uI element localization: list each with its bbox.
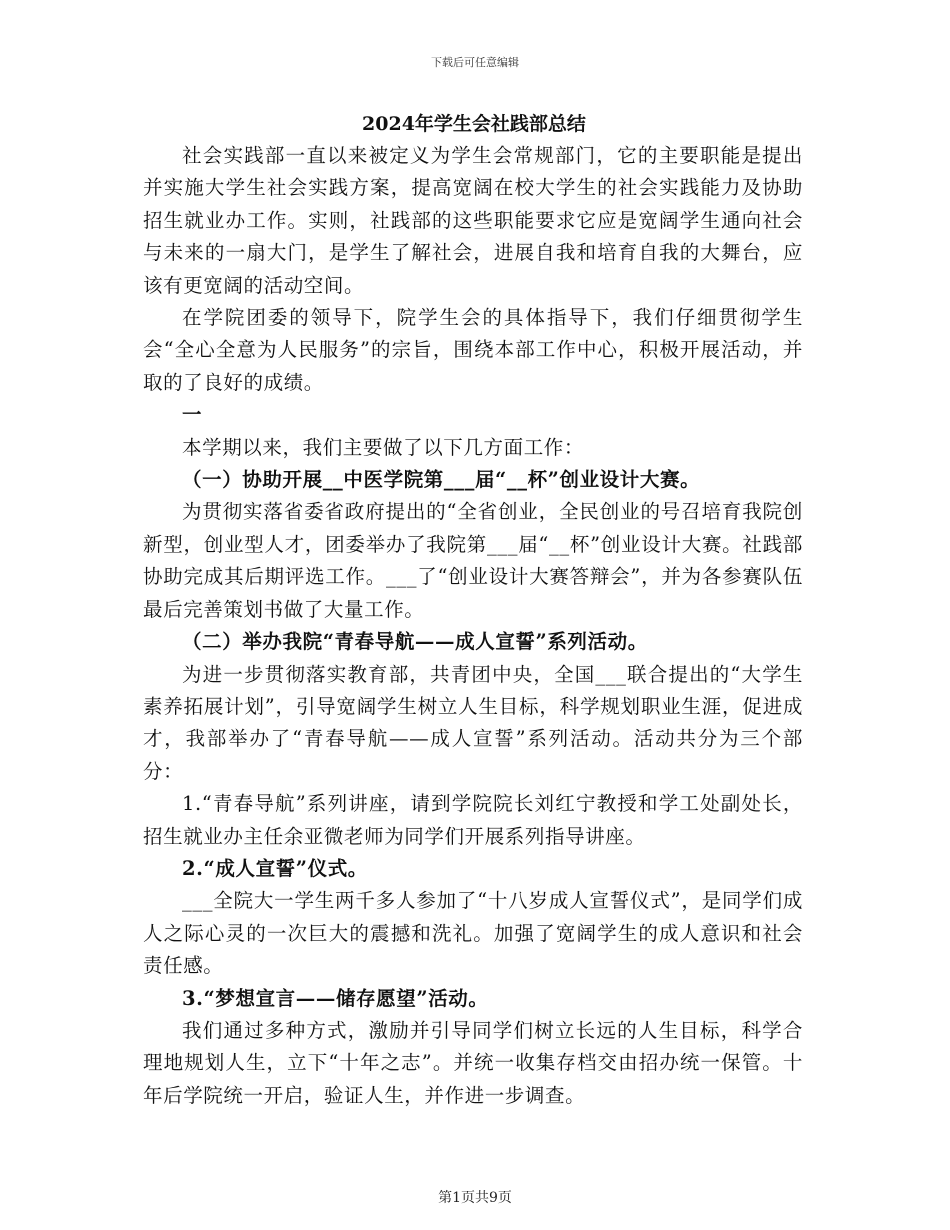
page-footer-number: 第1页共9页 bbox=[438, 1190, 512, 1206]
document-title: 2024年学生会社践部总结 bbox=[362, 113, 586, 135]
paragraph-series: 为进一步贯彻落实教育部，共青团中央，全国___联合提出的“大学生素养拓展计划”，引导宽阔学生树立人生目标，科学规划职业生涯，促进成才，我部举办了“青春导航——成人宣誓”系列活动。活动共分为三个部分： bbox=[143, 662, 803, 783]
section-mark: 一 bbox=[182, 403, 203, 427]
paragraph-leadership: 在学院团委的领导下，院学生会的具体指导下，我们仔细贯彻学生会“全心全意为人民服务”的宗旨，围绕本部工作中心，积极开展活动，并取的了良好的成绩。 bbox=[143, 306, 803, 394]
sub-heading-ceremony: 2.“成人宣誓”仪式。 bbox=[182, 856, 368, 880]
sub-heading-dreams: 3.“梦想宣言——储存愿望”活动。 bbox=[182, 986, 489, 1010]
paragraph-contest: 为贯彻实落省委省政府提出的“全省创业，全民创业的号召培育我院创新型，创业型人才，团委举办了我院第___届“__杯”创业设计大赛。社践部协助完成其后期评选工作。___了“创业设计大赛答辩会”，并为各参赛队伍最后完善策划书做了大量工作。 bbox=[143, 500, 803, 621]
section-heading-1: （一）协助开展__中医学院第___届“__杯”创业设计大赛。 bbox=[182, 468, 701, 492]
page-header-note: 下载后可任意编辑 bbox=[431, 56, 519, 69]
section-heading-2: （二）举办我院“青春导航——成人宣誓”系列活动。 bbox=[182, 630, 648, 654]
paragraph-lectures: 1.“青春导航”系列讲座，请到学院院长刘红宁教授和学工处副处长，招生就业办主任余亚微老师为同学们开展系列指导讲座。 bbox=[143, 792, 803, 848]
paragraph-intro: 社会实践部一直以来被定义为学生会常规部门，它的主要职能是提出并实施大学生社会实践方案，提高宽阔在校大学生的社会实践能力及协助招生就业办工作。实则，社践部的这些职能要求它应是宽阔学生通向社会与未来的一扇大门，是学生了解社会，进展自我和培育自我的大舞台，应该有更宽阔的活动空间。 bbox=[143, 144, 803, 297]
paragraph-work-overview: 本学期以来，我们主要做了以下几方面工作： bbox=[182, 435, 585, 459]
paragraph-ceremony: ___全院大一学生两千多人参加了“十八岁成人宣誓仪式”，是同学们成人之际心灵的一次巨大的震撼和洗礼。加强了宽阔学生的成人意识和社会责任感。 bbox=[143, 889, 803, 978]
document-body bbox=[143, 108, 803, 1112]
paragraph-dreams: 我们通过多种方式，激励并引导同学们树立长远的人生目标，科学合理地规划人生，立下“十年之志”。并统一收集存档交由招办统一保管。十年后学院统一开启，验证人生，并作进一步调查。 bbox=[143, 1018, 803, 1107]
